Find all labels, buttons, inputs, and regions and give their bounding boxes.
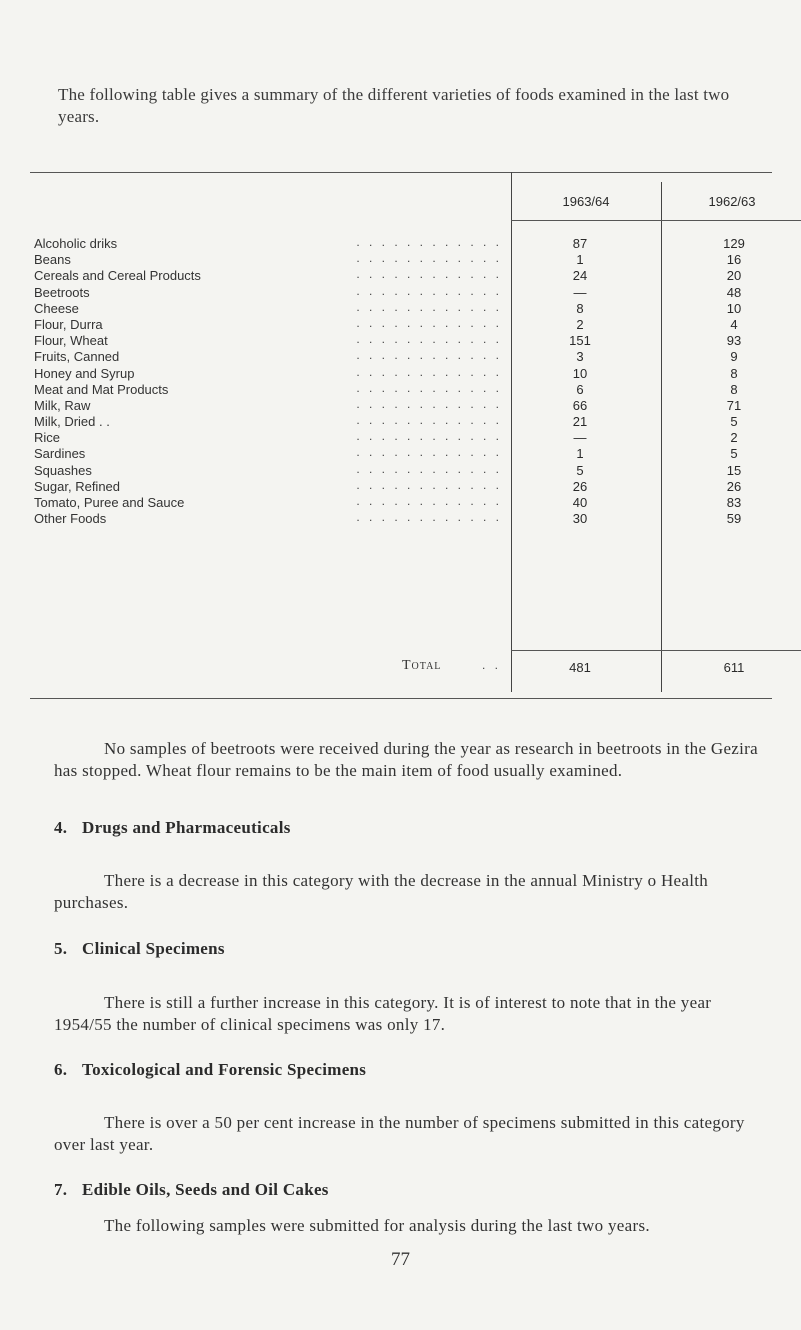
- table-top-rule: [30, 172, 772, 173]
- value-1962-63: 15: [726, 462, 742, 478]
- value-1962-63: 26: [726, 478, 742, 494]
- value-1962-63: 10: [726, 300, 742, 316]
- value-1963-64: 1: [576, 252, 584, 268]
- row-label: Honey and Syrup: [34, 365, 135, 381]
- section-text: The following samples were submitted for analysis during the last two years.: [104, 1216, 650, 1235]
- section-text-drugs: [54, 870, 762, 914]
- value-1963-64: 26: [572, 478, 588, 494]
- leader-dots: . . . . . . . . . . . .: [356, 267, 502, 282]
- beetroot-paragraph-text: No samples of beetroots were received during the year as research in beetroots in the Gezira has stopped. Wheat flour remains to be the main item of food usually examined.: [54, 739, 758, 780]
- row-label: Beetroots: [34, 284, 90, 300]
- total-rule: [661, 650, 801, 651]
- table-row: [30, 511, 772, 527]
- section-text: There is still a further increase in this category. It is of interest to note that in the year 1954/55 the number of clinical specimens was only 17.: [54, 993, 712, 1034]
- table-row: [30, 463, 772, 479]
- section-title: Toxicological and Forensic Specimens: [82, 1060, 367, 1079]
- column-header-1963-64: 1963/64: [562, 194, 610, 209]
- table-row: [30, 317, 772, 333]
- value-1962-63: 129: [723, 236, 745, 251]
- value-1963-64: —: [573, 430, 587, 446]
- value-1963-64: 21: [572, 414, 588, 430]
- table-row: [30, 495, 772, 511]
- leader-dots: . . . . . . . . . . . .: [356, 299, 502, 314]
- table-row: [30, 285, 772, 301]
- value-1962-63: 8: [730, 365, 738, 381]
- section-number: 6.: [54, 1060, 68, 1079]
- column-header-1962-63: 1962/63: [708, 194, 756, 209]
- value-1962-63: 59: [726, 511, 742, 527]
- page-number: 77: [391, 1249, 410, 1270]
- leader-dots: . .: [482, 658, 502, 672]
- row-label: Alcoholic driks: [34, 236, 118, 251]
- section-text-edible-oils: [54, 1215, 762, 1237]
- leader-dots: . . . . . . . . . . . .: [356, 510, 502, 525]
- section-number: 4.: [54, 818, 68, 837]
- row-label: Flour, Durra: [34, 316, 103, 332]
- leader-dots: . . . . . . . . . . . .: [356, 477, 502, 492]
- value-1963-64: 6: [576, 381, 584, 397]
- section-heading-drugs: [54, 818, 291, 838]
- table-row: [30, 414, 772, 430]
- leader-dots: . . . . . . . . . . . .: [356, 429, 502, 444]
- value-1962-63: 71: [726, 397, 742, 413]
- value-1962-63: 48: [726, 284, 742, 300]
- value-1962-63: 5: [730, 414, 738, 430]
- leader-dots: . . . . . . . . . . . .: [356, 494, 502, 508]
- intro-paragraph: The following table gives a summary of the different varieties of foods examined in the last two years.: [58, 85, 730, 126]
- leader-dots: . . . . . . . . . . . .: [356, 283, 502, 298]
- row-label: Sardines: [34, 446, 86, 462]
- value-1963-64: —: [573, 284, 587, 300]
- row-label: Other Foods: [34, 511, 107, 527]
- section-text: There is over a 50 per cent increase in the number of specimens submitted in this category over last year.: [54, 1113, 745, 1154]
- leader-dots: . . . . . . . . . . . .: [356, 348, 502, 363]
- section-number: 7.: [54, 1180, 68, 1199]
- value-1963-64: 30: [572, 511, 588, 527]
- value-1962-63: 8: [730, 381, 738, 397]
- total-1962-63: 611: [723, 660, 745, 675]
- value-1962-63: 2: [730, 430, 738, 446]
- value-1962-63: 4: [730, 316, 738, 332]
- table-row: [30, 301, 772, 317]
- table-row: [30, 398, 772, 414]
- table-body: [30, 236, 772, 527]
- section-heading-edible-oils: [54, 1180, 329, 1200]
- row-label: Cheese: [34, 300, 79, 316]
- value-1962-63: 5: [730, 446, 738, 462]
- row-label: Milk, Raw: [34, 397, 91, 413]
- leader-dots: . . . . . . . . . . . .: [356, 315, 502, 330]
- leader-dots: . . . . . . . . . . . .: [356, 380, 502, 395]
- leader-dots: . . . . . . . . . . . .: [356, 364, 502, 379]
- section-title: Edible Oils, Seeds and Oil Cakes: [82, 1180, 329, 1199]
- table-row: [30, 268, 772, 284]
- leader-dots: . . . . . . . . . . . .: [356, 396, 502, 411]
- value-1963-64: 24: [572, 268, 588, 284]
- row-label: Cereals and Cereal Products: [34, 268, 201, 284]
- value-1963-64: 40: [572, 495, 588, 510]
- header-rule: [661, 220, 801, 221]
- value-1963-64: 8: [576, 300, 584, 316]
- total-rule: [511, 650, 661, 651]
- leader-dots: . . . . . . . . . . . .: [356, 413, 502, 428]
- table-row: [30, 430, 772, 446]
- section-heading-clinical: [54, 939, 225, 959]
- section-title: Clinical Specimens: [82, 939, 225, 958]
- row-label: Beans: [34, 252, 71, 268]
- row-label: Tomato, Puree and Sauce: [34, 495, 185, 510]
- table-bottom-rule: [30, 698, 772, 699]
- total-label: Total: [402, 658, 442, 673]
- section-number: 5.: [54, 939, 68, 958]
- row-label: Flour, Wheat: [34, 333, 108, 349]
- row-label: Squashes: [34, 462, 92, 478]
- section-heading-toxicological: [54, 1060, 366, 1080]
- value-1963-64: 1: [576, 446, 584, 462]
- table-row: [30, 333, 772, 349]
- value-1963-64: 10: [572, 365, 588, 381]
- leader-dots: . . . . . . . . . . . .: [356, 445, 502, 460]
- row-label: Fruits, Canned: [34, 349, 120, 365]
- value-1963-64: 87: [572, 236, 588, 251]
- table-row: [30, 382, 772, 398]
- table-row: [30, 446, 772, 462]
- leader-dots: . . . . . . . . . . . .: [356, 235, 502, 249]
- value-1962-63: 9: [730, 349, 738, 365]
- food-summary-table: [30, 172, 772, 700]
- table-row: [30, 349, 772, 365]
- value-1963-64: 2: [576, 316, 584, 332]
- header-rule: [511, 220, 661, 221]
- leader-dots: . . . . . . . . . . . .: [356, 332, 502, 347]
- value-1962-63: 16: [726, 252, 742, 268]
- row-label: Milk, Dried . .: [34, 414, 110, 430]
- table-row: [30, 479, 772, 495]
- value-1963-64: 3: [576, 349, 584, 365]
- total-1963-64: 481: [569, 660, 591, 675]
- table-row: [30, 252, 772, 268]
- table-row: [30, 366, 772, 382]
- value-1962-63: 93: [726, 333, 742, 349]
- section-text: There is a decrease in this category with the decrease in the annual Ministry o Health purchases.: [54, 871, 709, 912]
- row-label: Sugar, Refined: [34, 478, 121, 494]
- table-row: [30, 236, 772, 252]
- row-label: Meat and Mat Products: [34, 381, 169, 397]
- leader-dots: . . . . . . . . . . . .: [356, 251, 502, 266]
- value-1963-64: 66: [572, 397, 588, 413]
- row-label: Rice: [34, 430, 61, 446]
- section-text-toxicological: [54, 1112, 762, 1156]
- section-text-clinical: [54, 992, 762, 1036]
- value-1963-64: 5: [576, 462, 584, 478]
- value-1963-64: 151: [569, 333, 591, 349]
- leader-dots: . . . . . . . . . . . .: [356, 461, 502, 476]
- value-1962-63: 83: [726, 495, 742, 510]
- value-1962-63: 20: [726, 268, 742, 284]
- section-title: Drugs and Pharmaceuticals: [82, 818, 291, 837]
- beetroot-paragraph: [54, 738, 762, 782]
